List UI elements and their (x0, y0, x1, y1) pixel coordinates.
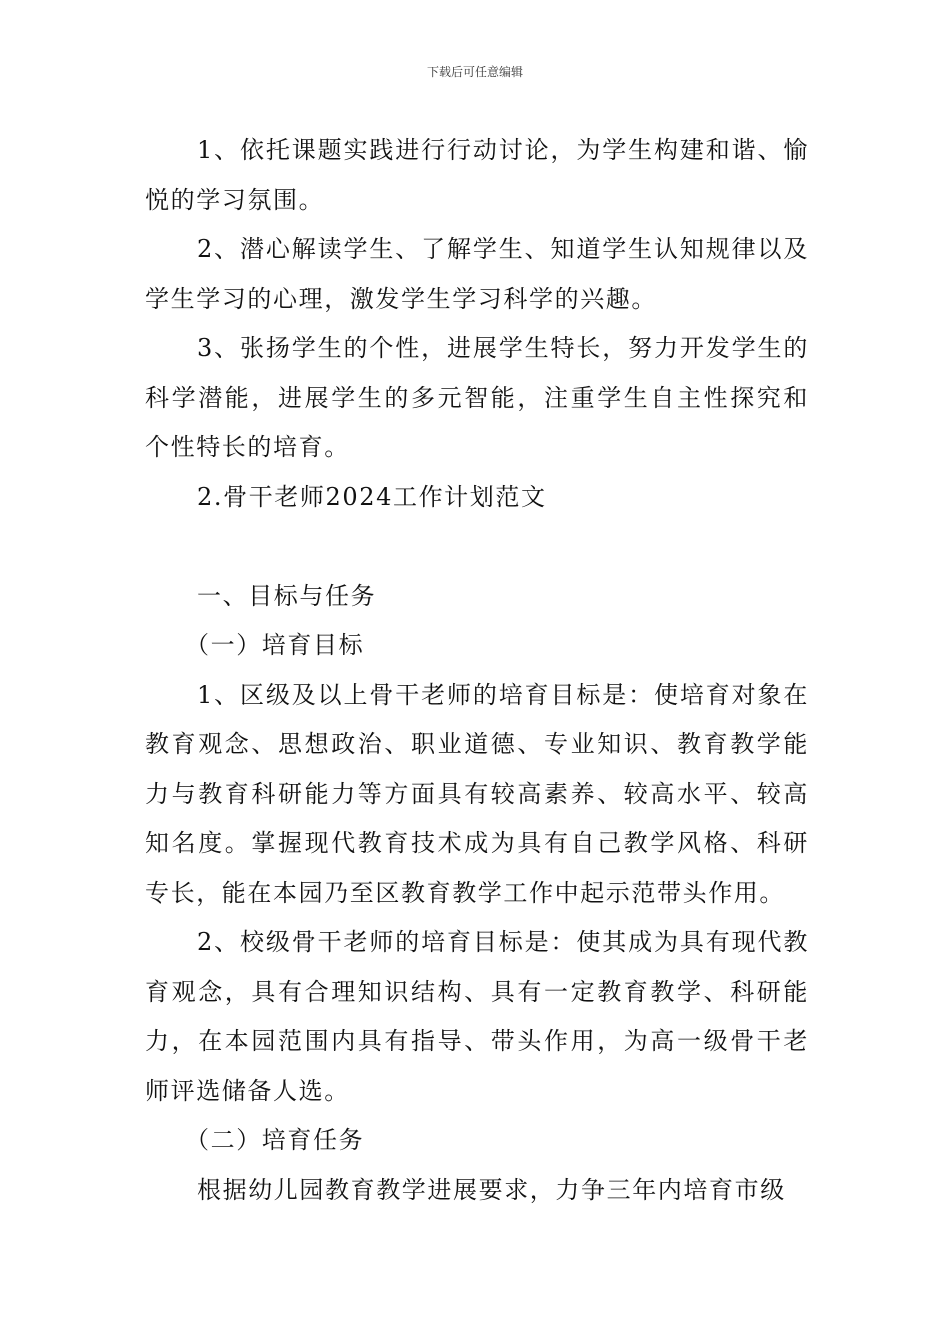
heading-training-goals: （一）培育目标 (185, 631, 365, 659)
document-body (145, 126, 809, 1215)
heading-training-tasks: （二）培育任务 (185, 1126, 365, 1154)
heading-goals-and-tasks: 一、目标与任务 (197, 581, 377, 610)
blank-line (145, 522, 809, 572)
section-title: 2.骨干老师2024工作计划范文 (197, 482, 547, 511)
paragraph-2: 2、潜心解读学生、了解学生、知道学生认知规律以及学生学习的心理，激发学生学习科学的兴趣。 (145, 235, 809, 313)
paragraph-4: 1、区级及以上骨干老师的培育目标是：使培育对象在教育观念、思想政治、职业道德、专业知识、教育教学能力与教育科研能力等方面具有较高素养、较高水平、较高知名度。掌握现代教育技术成为具有自己教学风格、科研专长，能在本园乃至区教育教学工作中起示范带头作用。 (145, 680, 809, 907)
paragraph-6: 根据幼儿园教育教学进展要求，力争三年内培育市级 (197, 1175, 786, 1204)
paragraph-5: 2、校级骨干老师的培育目标是：使其成为具有现代教育观念，具有合理知识结构、具有一定教育教学、科研能力，在本园范围内具有指导、带头作用，为高一级骨干老师评选储备人选。 (145, 928, 809, 1105)
paragraph-1: 1、依托课题实践进行行动讨论，为学生构建和谐、愉悦的学习氛围。 (145, 136, 809, 214)
paragraph-3: 3、张扬学生的个性，进展学生特长，努力开发学生的科学潜能，进展学生的多元智能，注重学生自主性探究和个性特长的培育。 (145, 334, 809, 461)
page-header-note: 下载后可任意编辑 (426, 65, 523, 79)
